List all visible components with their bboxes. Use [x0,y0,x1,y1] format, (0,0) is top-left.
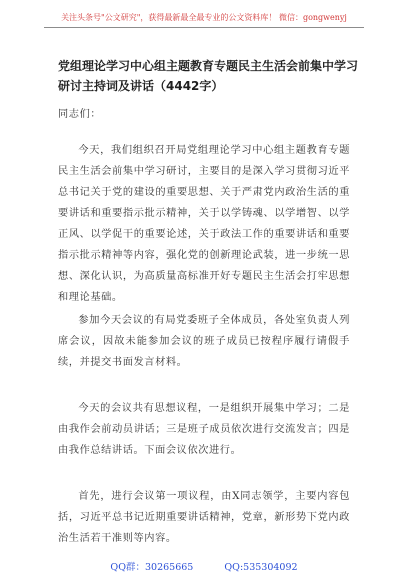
header-divider [44,27,364,28]
paragraph-4: 首先，进行会议第一项议程，由X同志领学，主要内容包括，习近平总书记近期重要讲话精神，党章，新形势下党内政治生活若干准则等内容。 [58,491,350,544]
document-title: 党组理论学习中心组主题教育专题民主生活会前集中学习研讨主持词及讲话（4442字） [58,59,359,93]
paragraph-2: 参加今天会议的有局党委班子全体成员，各处室负责人列席会议，因故未能参加会议的班子成员已按程序履行请假手续，并提交书面发言材料。 [58,315,350,368]
paragraph-3: 今天的会议共有思想议程，一是组织开展集中学习；二是由我作会前动员讲话；三是班子成员依次进行交流发言；四是由我作总结讲话。下面会议依次进行。 [58,403,350,456]
salutation: 同志们： [58,109,102,120]
paragraph-1: 今天，我们组织召开局党组理论学习中心组主题教育专题民主生活会前集中学习研讨，主要目的是深入学习贯彻习近平总书记关于党的建设的重要思想、关于严肃党内政治生活的重要讲话和重要指示批示精神，关于以学铸魂、以学增智、以学正风、以学促干的重要论述，关于政法工作的重要讲话和重要指示批示精神等内容，强化党的创新理论武装，进一步统一思想、深化认识，为高质量高标准开好专题民主生活会打牢思想和理论基础。 [58,145,350,303]
footer-contact [0,559,408,573]
footer-qq-group: QQ群：30265665 [110,562,194,573]
footer-qq: QQ:535304092 [224,562,298,573]
header-note: 关注头条号"公文研究"，获得最新最全最专业的公文资料库！ 微信：gongwenyj [61,13,347,22]
